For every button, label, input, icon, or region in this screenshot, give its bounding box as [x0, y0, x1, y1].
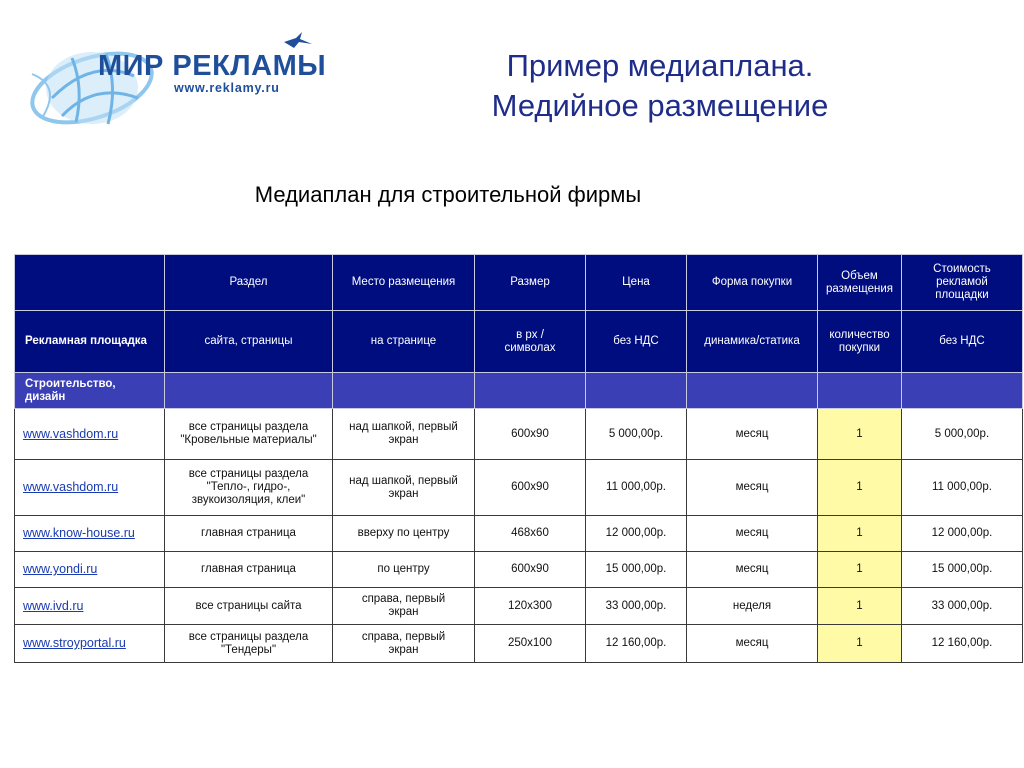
size-cell: 250x100 — [475, 625, 586, 663]
site-link[interactable]: www.yondi.ru — [15, 552, 165, 588]
price-cell: 12 000,00р. — [586, 516, 687, 552]
header-cell — [15, 255, 165, 311]
price-cell: 15 000,00р. — [586, 552, 687, 588]
cost-cell: 12 000,00р. — [901, 516, 1022, 552]
volume-cell: 1 — [818, 516, 902, 552]
page-title — [430, 46, 890, 126]
header-cell: без НДС — [901, 311, 1022, 373]
place-cell: справа, первый экран — [333, 625, 475, 663]
header-cell: количество покупки — [818, 311, 902, 373]
section-cell: все страницы сайта — [165, 588, 333, 625]
volume-cell: 1 — [818, 588, 902, 625]
logo — [22, 38, 332, 128]
cost-cell: 12 160,00р. — [901, 625, 1022, 663]
header-cell: Объем размещения — [818, 255, 902, 311]
table-row — [15, 460, 1023, 516]
form-cell: неделя — [687, 588, 818, 625]
swallow-icon — [284, 32, 312, 48]
form-cell: месяц — [687, 516, 818, 552]
place-cell: по центру — [333, 552, 475, 588]
header-cell: на странице — [333, 311, 475, 373]
table-title: Медиаплан для строительной фирмы — [254, 182, 642, 207]
volume-cell: 1 — [818, 625, 902, 663]
table-row — [15, 552, 1023, 588]
price-cell: 12 160,00р. — [586, 625, 687, 663]
size-cell: 120x300 — [475, 588, 586, 625]
logo-url: www.reklamy.ru — [174, 81, 280, 95]
cost-cell: 15 000,00р. — [901, 552, 1022, 588]
size-cell: 600x90 — [475, 460, 586, 516]
site-link[interactable]: www.know-house.ru — [15, 516, 165, 552]
form-cell: месяц — [687, 625, 818, 663]
page-title-line1: Пример медиаплана. — [506, 48, 814, 83]
header-cell: Рекламная площадка — [15, 311, 165, 373]
table-row — [15, 409, 1023, 460]
category-row — [15, 373, 1023, 409]
site-link[interactable]: www.stroyportal.ru — [15, 625, 165, 663]
site-link[interactable]: www.ivd.ru — [15, 588, 165, 625]
header-cell: Раздел — [165, 255, 333, 311]
table-row — [15, 625, 1023, 663]
price-cell: 11 000,00р. — [586, 460, 687, 516]
header-row-2 — [15, 311, 1023, 373]
section-cell: все страницы раздела "Тендеры" — [165, 625, 333, 663]
site-link[interactable]: www.vashdom.ru — [15, 409, 165, 460]
size-cell: 468x60 — [475, 516, 586, 552]
cost-cell: 33 000,00р. — [901, 588, 1022, 625]
cost-cell: 5 000,00р. — [901, 409, 1022, 460]
header-cell: сайта, страницы — [165, 311, 333, 373]
place-cell: над шапкой, первый экран — [333, 460, 475, 516]
header-cell: Размер — [475, 255, 586, 311]
header-cell: динамика/статика — [687, 311, 818, 373]
price-cell: 5 000,00р. — [586, 409, 687, 460]
category-label: Строительство, дизайн — [15, 373, 165, 409]
header-cell: в px / символах — [475, 311, 586, 373]
header-cell: Стоимость рекламой площадки — [901, 255, 1022, 311]
header-row-1 — [15, 255, 1023, 311]
size-cell: 600x90 — [475, 552, 586, 588]
section-cell: все страницы раздела "Тепло-, гидро-, звукоизоляция, клеи" — [165, 460, 333, 516]
section-cell: главная страница — [165, 552, 333, 588]
header-cell: Форма покупки — [687, 255, 818, 311]
form-cell: месяц — [687, 409, 818, 460]
table-row — [15, 588, 1023, 625]
price-cell: 33 000,00р. — [586, 588, 687, 625]
page-title-line2: Медийное размещение — [491, 88, 829, 123]
volume-cell: 1 — [818, 409, 902, 460]
table-row — [15, 516, 1023, 552]
logo-title: МИР РЕКЛАМЫ — [98, 50, 327, 82]
place-cell: над шапкой, первый экран — [333, 409, 475, 460]
form-cell: месяц — [687, 460, 818, 516]
form-cell: месяц — [687, 552, 818, 588]
section-cell: главная страница — [165, 516, 333, 552]
volume-cell: 1 — [818, 460, 902, 516]
header-cell: Цена — [586, 255, 687, 311]
site-link[interactable]: www.vashdom.ru — [15, 460, 165, 516]
size-cell: 600x90 — [475, 409, 586, 460]
mediaplan-table — [14, 254, 1023, 663]
cost-cell: 11 000,00р. — [901, 460, 1022, 516]
section-cell: все страницы раздела "Кровельные материалы" — [165, 409, 333, 460]
header-cell: без НДС — [586, 311, 687, 373]
place-cell: справа, первый экран — [333, 588, 475, 625]
volume-cell: 1 — [818, 552, 902, 588]
header-cell: Место размещения — [333, 255, 475, 311]
place-cell: вверху по центру — [333, 516, 475, 552]
